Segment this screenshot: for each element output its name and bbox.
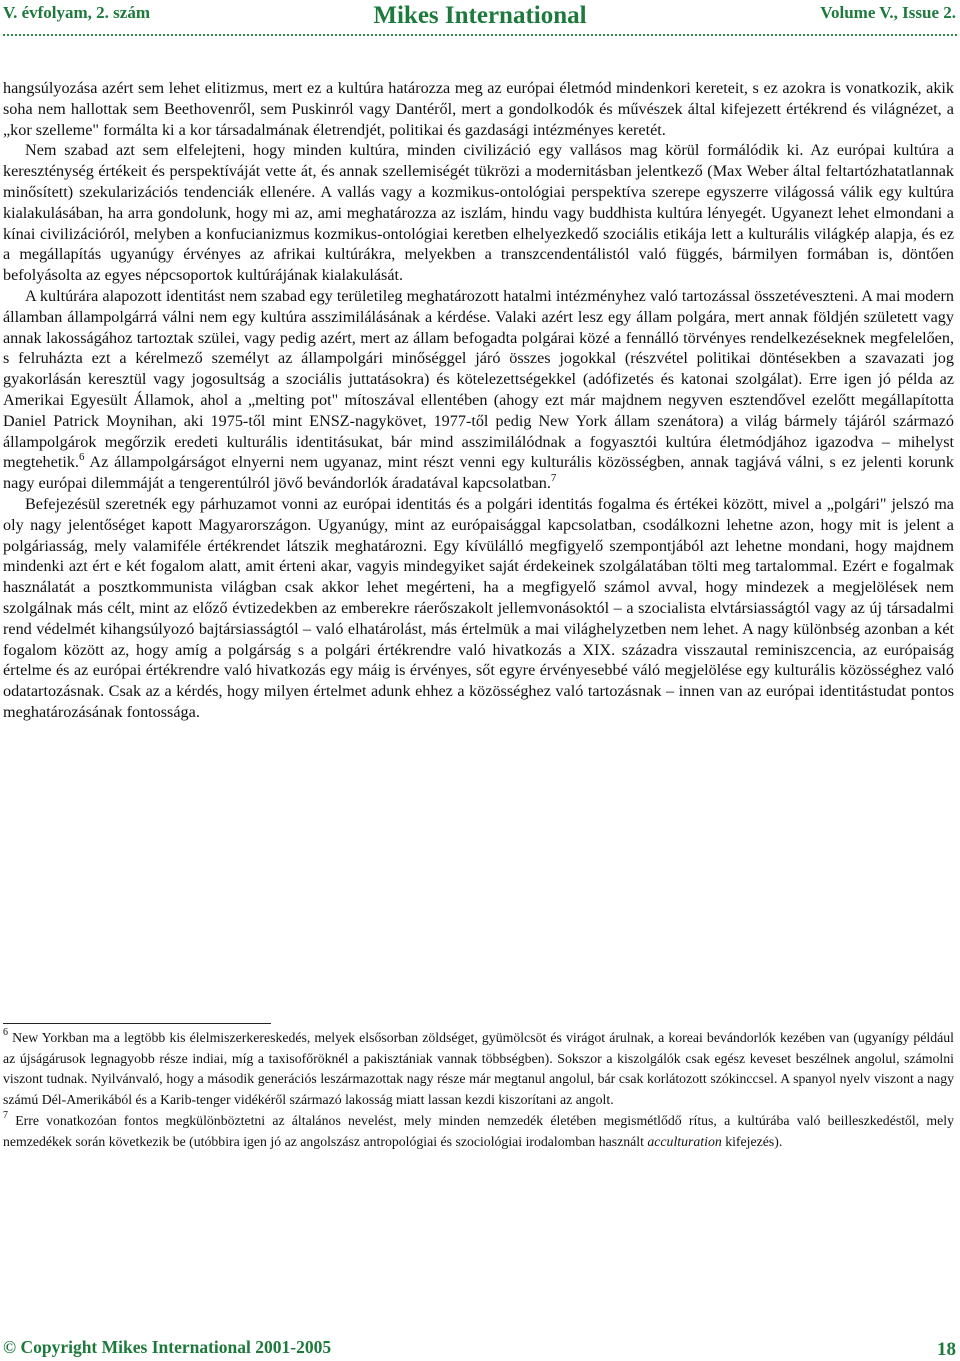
footnote-ref-6[interactable]: 6	[78, 450, 85, 463]
footnote-ref-7[interactable]: 7	[550, 471, 557, 484]
footnote-6	[3, 1028, 954, 1111]
paragraph-3-part-b: Az állampolgárságot elnyerni nem ugyanaz, mint részt venni egy kulturális közösségben, annak tagjává válni, s ez jelenti korunk nagy európai dilemmáját a tengerentúlról jövő bevándorlók áradatával kapcsolatban.	[3, 453, 954, 493]
paragraph-3	[3, 286, 954, 494]
volume-hungarian: V. évfolyam, 2. szám	[3, 3, 150, 22]
paragraph-4: Befejezésül szeretnék egy párhuzamot vonni az európai identitás és a polgári identitás fogalma és értékei között, mivel a „polgári" jelszó ma oly nagy jelentőséget kapott Magyarországon. Ugyanúgy, mint az európaisággal kapcsolatban, csodálkozni lehetne azon, hogy mit is jelent a polgáriasság, mely valamiféle értékrendet látszik meghatározni. Egy kívülálló megfigyelő szempontjából azt lehetne mondani, hogy majdnem mindenki azt ért e két fogalom alatt, amit érteni akar, vagyis mindegyiket saját érdekeinek szolgálatában tölti meg tartalommal. Ezért e fogalmak használatát a posztkommunista világban csak akkor lehet megérteni, ha a megfigyelő számol avval, hogy mindezek a megjelölések nem szolgálnak más célt, mint az előző évtizedekben az emberekre ráerőszakolt jellemvonásoktól – a szocialista elvtársiasságtól vagy az új társadalmi rend védelmét kihangsúlyozó bajtársiasságtól – való elhatárolást, más értelmük a mai világhelyzetben nem lehet. A nagy különbség azonban a két fogalom között az, hogy amíg a polgárság s a polgári értékrendre való hivatkozás a XIX. századra visszautal reminiszcencia, az európaiság értelme és az európai értékrendre való hivatkozás egy máig is érvényes, sőt egyre érvényesebbé váló megjelölése egy kulturális közösséghez való odatartozásnak. Csak az a kérdés, hogy milyen értelmet adunk ehhez a közösséghez való tartozásnak – innen van az európai identitástudat pontos meghatározásának fontossága.	[3, 494, 954, 721]
footnote-7-text: Erre vonatkozóan fontos megkülönböztetni az általános nevelést, mely minden nemzedék életében megismétlődő rítus, a kultúrába való beilleszkedéstől, mely nemzedékek során következik be (utóbbira igen jó az angolszász antropológiai és szociológiai irodalomban használt	[3, 1112, 954, 1149]
footnote-7-number: 7	[3, 1110, 8, 1122]
footnote-7	[3, 1111, 954, 1152]
footnote-7-end: kifejezés).	[721, 1133, 783, 1149]
copyright-notice: © Copyright Mikes International 2001-2005	[3, 1337, 332, 1357]
paragraph-3-part-a: A kultúrára alapozott identitást nem szabad egy területileg meghatározott hatalmi intézményhez való tartozással összetéveszteni. A mai modern államban állampolgárrá válni nem egy kultúra asszimilálásának a kérdése. Valaki azért lesz egy állam polgára, mert annak földjén született vagy annak lakosságához tartoztak szülei, vagy pedig azért, mert az állam befogadta polgárai közé a fennálló törvényes rendelkezéseknek megfelelően, s felruházta ezt a kérelmező személyt az állampolgári minőséggel járó összes jogokkal (részvétel politikai döntésekben a szavazati jog gyakorlásán keresztül vagy jogosultság a szociális juttatásokra) és kötelezettségekkel (adófizetés és katonai szolgálat). Erre igen jó példa az Amerikai Egyesült Államok, ahol a „melting pot" mítoszával ellentében (ahogy ezt már majdnem negyven esztendővel ezelőtt megállapította Daniel Patrick Moynihan, aki 1975-től mint ENSZ-nagykövet, 1977-től pedig New York állam szenátora) a világ bármely tájáról származó állampolgárok megőrzik eredeti kulturális identitásukat, bár mind asszimilálódnak a fogyasztói kultúra életmódjához igazodva – mihelyst megtehetik.	[3, 286, 954, 472]
journal-title: Mikes International	[373, 2, 587, 29]
footnotes	[3, 1028, 954, 1152]
article-body	[3, 78, 954, 723]
volume-english: Volume V., Issue 2.	[820, 3, 956, 22]
paragraph-2: Nem szabad azt sem elfelejteni, hogy minden kultúra, minden civilizáció egy vallásos mag körül formálódik ki. Az európai kultúra a kereszténység értékeit és perspektíváját vette át, és annak szellemiségét tükrözi a modernitásban jelentkező (Max Weber által feltartózhatatlannak minősített) szekularizációs tendenciák ellenére. A vallás vagy a kozmikus-ontológiai perspektíva szerepe egyszerre világossá válik egy kultúra kialakulásában, ha arra gondolunk, hogy mi az, ami meghatározza az iszlám, hindu vagy buddhista kultúra lényegét. Ugyanezt lehet elmondani a kínai civilizációról, melyben a konfucianizmus kozmikus-ontológiai keretben elhelyezkedő szociális etikája lett a kulturális világkép alapja, és ez a megállapítás ugyanúgy érvényes az afrikai kultúrákra, melyekben a transzcendentálistól való függés, bármilyen formában is, döntően befolyásolta az egyes népcsoportok kultúrájának kialakulását.	[3, 141, 954, 285]
page-number: 18	[937, 1339, 956, 1360]
footnote-7-italic-term: acculturation	[647, 1133, 722, 1149]
page-header	[0, 0, 960, 44]
footnote-6-text: New Yorkban ma a legtöbb kis élelmiszerkereskedés, melyek elsősorban zöldséget, gyümölcsöt és virágot árulnak, a koreai bevándorlók kezében van (ugyanígy például az újságárusok legnagyobb része indiai, míg a taxisofőröknél a pakisztániak vannak többségben). Sokszor a kiszolgálók csak egész keveset beszélnek angolul, számolni viszont tudnak. Nyilvánvaló, hogy a második generációs leszármazottak nagy része már megtanul angolul, bár csak korlátozott szókinccsel. A spanyol nyelv viszont a nagy számú Dél-Amerikából és a Karib-tenger vidékéről származó lakosság miatt lassan kezdi kiszorítani az angolt.	[3, 1030, 954, 1108]
paragraph-1: hangsúlyozása azért sem lehet elitizmus, mert ez a kultúra határozza meg az európai életmód mindenkori kereteit, s ez azokra is vonatkozik, akik soha nem hallottak sem Beethovenről, sem Puskinról vagy Dantéről, mert a gondolkodók és művészek által kifejezett értékrend és világnézet, a „kor szelleme" formálta ki a kor társadalmának életrendjét, politikai és gazdasági intézményes keretét.	[3, 79, 954, 139]
footnote-separator	[3, 1023, 271, 1024]
header-rule	[3, 34, 957, 36]
page-footer	[0, 1336, 960, 1361]
footnote-6-number: 6	[3, 1027, 8, 1039]
